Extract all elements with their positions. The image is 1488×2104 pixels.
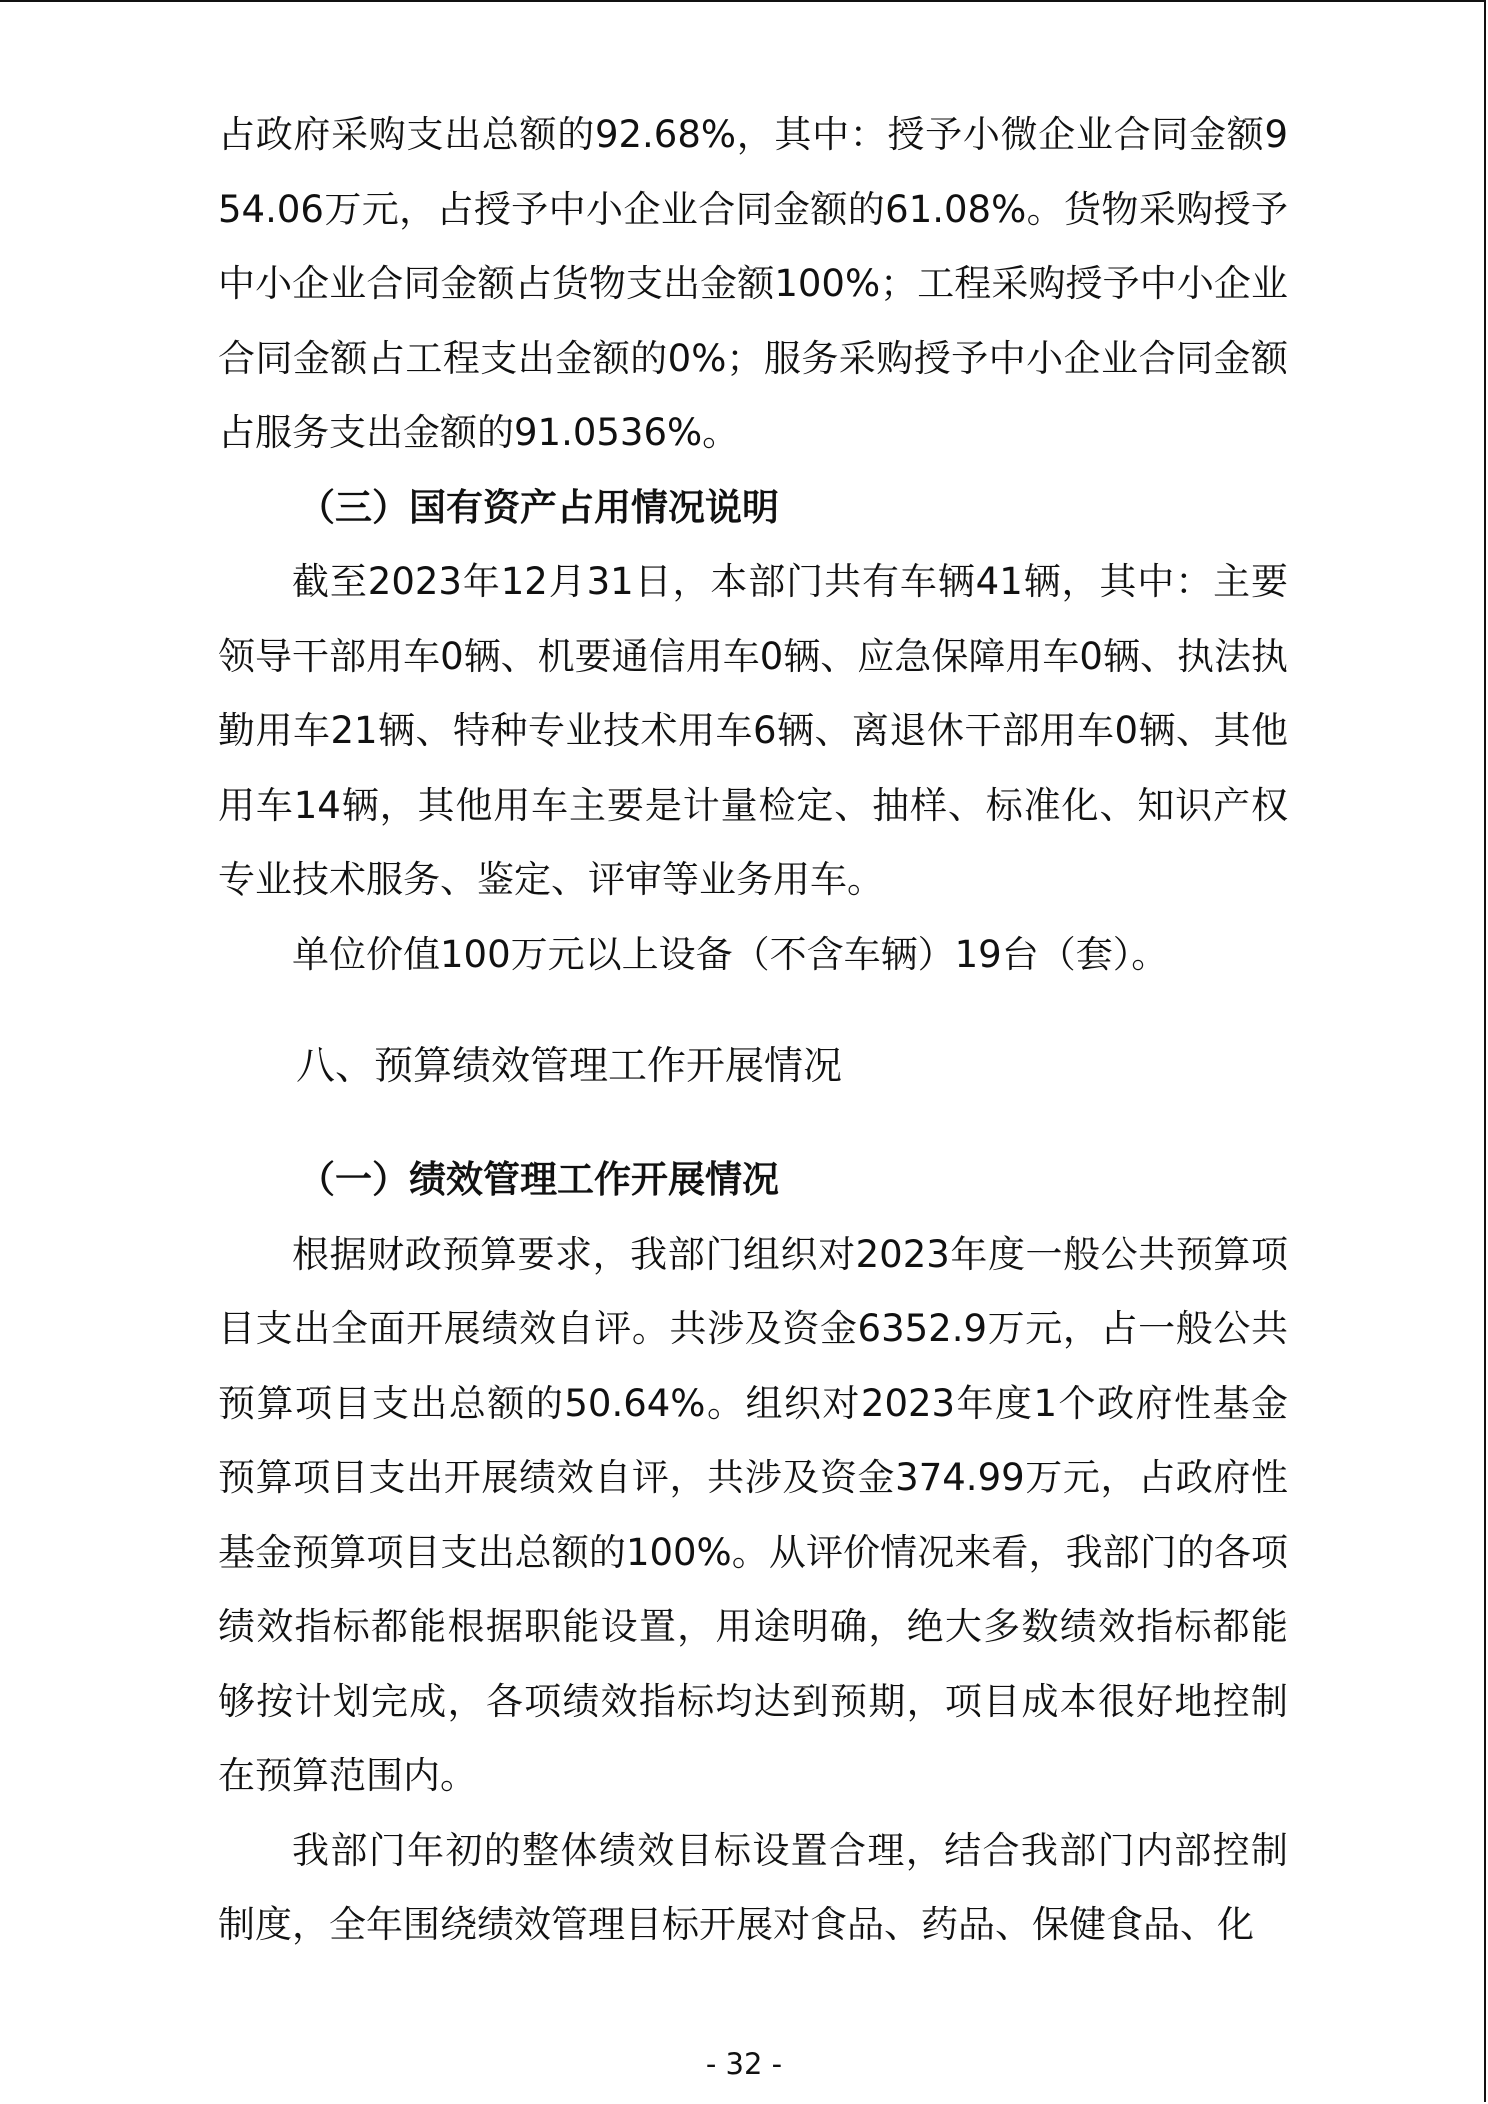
section-heading-performance-management: 八、预算绩效管理工作开展情况	[296, 1044, 843, 1089]
paragraph-equipment: 单位价值100万元以上设备（不含车辆）19台（套）。	[292, 932, 1169, 976]
paragraph-overall-goals: 我部门年初的整体绩效目标设置合理，结合我部门内部控制制度，全年围绕绩效管理目标开展对食品、药品、保健食品、化	[218, 1828, 1288, 1946]
paragraph-vehicles: 截至2023年12月31日，本部门共有车辆41辆，其中：主要领导干部用车0辆、机要通信用车0辆、应急保障用车0辆、执法执勤用车21辆、特种专业技术用车6辆、离退休干部用车0辆、其他用车14辆，其他用车主要是计量检定、抽样、标准化、知识产权专业技术服务、鉴定、评审等业务用车。	[218, 560, 1288, 901]
subheading-state-assets: （三）国有资产占用情况说明	[298, 485, 779, 529]
spacer	[218, 992, 1288, 1030]
document-body	[218, 98, 1288, 1963]
page-number: - 32 -	[705, 2047, 783, 2081]
spacer	[218, 1104, 1288, 1143]
subheading-performance-work: （一）绩效管理工作开展情况	[298, 1158, 779, 1201]
paragraph-self-evaluation: 根据财政预算要求，我部门组织对2023年度一般公共预算项目支出全面开展绩效自评。共涉及资金6352.9万元，占一般公共预算项目支出总额的50.64%。组织对2023年度1个政府性基金预算项目支出开展绩效自评，共涉及资金374.99万元，占政府性基金预算项目支出总额的100%。从评价情况来看，我部门的各项绩效指标都能根据职能设置，用途明确，绝大多数绩效指标都能够按计划完成，各项绩效指标均达到预期，项目成本很好地控制在预算范围内。	[218, 1232, 1288, 1797]
paragraph-procurement-continued: 占政府采购支出总额的92.68%，其中：授予小微企业合同金额954.06万元，占授予中小企业合同金额的61.08%。货物采购授予中小企业合同金额占货物支出金额100%；工程采购授予中小企业合同金额占工程支出金额的0%；服务采购授予中小企业合同金额占服务支出金额的91.0536%。	[218, 113, 1288, 454]
